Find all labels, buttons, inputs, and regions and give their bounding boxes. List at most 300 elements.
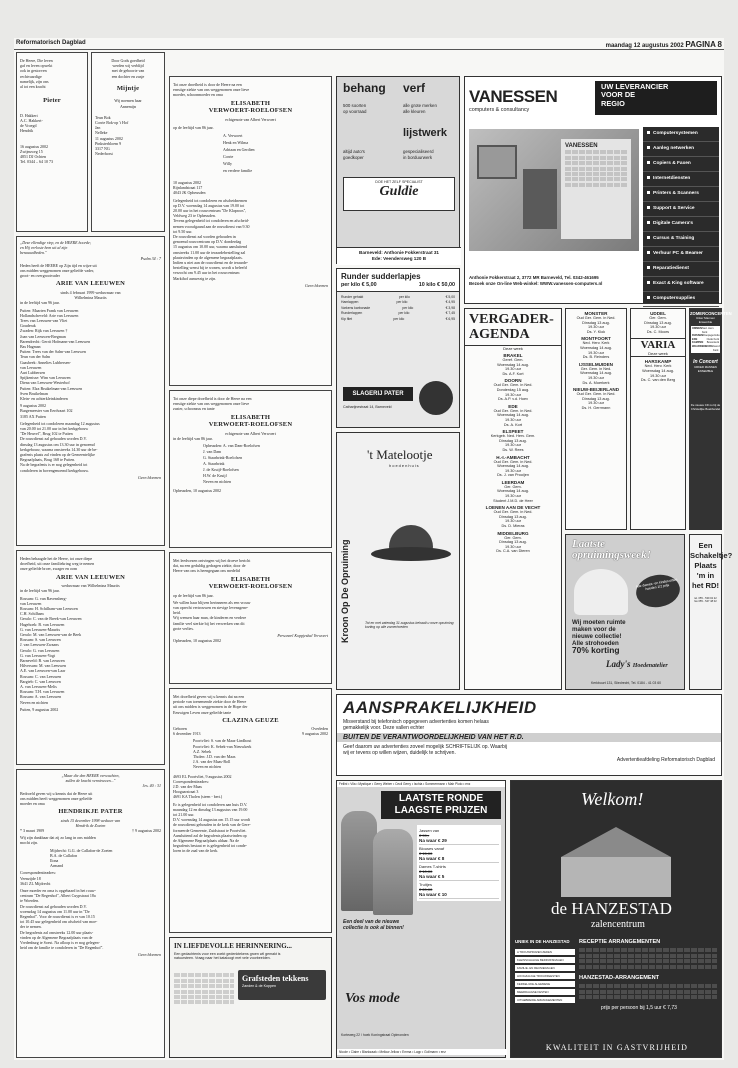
deceased-name: CLAZINA GEUZE [222, 716, 279, 724]
family-line: J. van Leeuwen-Zwaans [20, 642, 59, 648]
cd-title: In Concert [693, 359, 718, 366]
vanessen-menu-item[interactable] [643, 277, 719, 292]
sudder-cell: € 7,45 [445, 311, 455, 316]
agenda-place: LEERDAM [501, 479, 525, 485]
slagerij-ad [336, 268, 460, 428]
body-line: grafenis plaats zal vinden op de Gemeentelijke [20, 452, 95, 458]
address: 4693 EL Poortvliet, 9 augustus 2002 Correspondentieadres: J.D. van der Maas Hoogaarstraat 3 4691 KA Tholen (steen - bert.) [173, 773, 232, 800]
ladys-addr: Kerkbuurt 131, Sliedrecht, Tel. 0184 - 41 03 60 [590, 681, 662, 685]
agenda-detail: 19.30 uur [504, 494, 522, 499]
agenda-item [465, 404, 561, 427]
footer: Opheusden, 10 augustus 2002 [173, 488, 221, 494]
family-line: Zwaden: Rijk van Leeuwen † [20, 328, 68, 334]
c2c-title: VANESSEN [565, 143, 598, 149]
family-line: Barendrecht: Gerrit Hofmann-van Leeuwen [20, 338, 91, 344]
agenda-detail: Ds. A. Kort [503, 422, 523, 427]
schakeltje-ad [689, 534, 733, 690]
grafsteden-logo [238, 970, 326, 1000]
agenda-list-2 [566, 311, 626, 411]
hat-photo [574, 569, 628, 615]
death-notice-clazina [169, 688, 332, 933]
bullet-icon [647, 266, 650, 269]
hanze-footer: KWALITEIT IN GASTVRIJHEID [545, 1043, 689, 1052]
varia-title: VARIA [640, 339, 676, 352]
vanessen-photo [469, 129, 639, 251]
agenda-detail: Ds. Y. Klok [586, 329, 606, 334]
vosmode-ad [336, 780, 506, 1058]
bullet-icon [647, 176, 650, 179]
body [173, 198, 328, 281]
agenda-detail: Oud Ger. Gem. in Ned. [576, 392, 616, 397]
schakeltje-line: het RD! [692, 581, 719, 590]
agenda-item [465, 429, 561, 452]
menu-label: Computersystemen [653, 131, 698, 136]
menu-label: Verhuur PC & Beamer [653, 251, 703, 256]
family-line: Rossum: C. van Leeuwen [20, 673, 62, 679]
sudder-cell: Varkens karbonade [341, 305, 371, 310]
hanze-menu-item[interactable]: UITGEBREIDE ARRANGEMENTEN [515, 997, 575, 1003]
menu-label: Support & Service [653, 206, 695, 211]
zomer-title: ZOMERCONCERTEN [690, 311, 732, 316]
sudder-cell: € 3,98 [445, 305, 455, 310]
agenda-place: H.-I.-AMBACHT [496, 454, 530, 460]
agenda-col3 [630, 308, 686, 530]
body-line: "De Heuvel", Brug 102 te Putten [20, 431, 73, 437]
grafstenen-ad [169, 937, 332, 1058]
thanks: Wij zijn dankbaar dat zij zo lang in ons midden mocht zijn. [20, 835, 96, 846]
sudder-cell: Runderlappen [341, 311, 363, 316]
agenda-item [566, 387, 626, 410]
family-line: Trees van Leeuwen-van Vliet [20, 317, 68, 323]
vos-item-new: Na waar € 8 [419, 856, 445, 861]
agenda-detail: Oud Ger. Gem. in Ned. [493, 383, 533, 388]
body-line: De begrafenis zal omstreeks 12.00 uur plaats- [20, 929, 94, 935]
body-line: vinden op de Algemene Begraafplaats van de [20, 934, 93, 940]
vos-item-name: Blouses vanaf [419, 846, 445, 851]
agenda-detail: 19.30 uur [649, 373, 667, 378]
agenda-place: IJSSELMUIDEN [579, 361, 613, 367]
intro: Heden heeft de HEERE op Zijn tijd en wijze uit ons midden weggenomen onze geliefde vader, groot- en overgrootvader [20, 262, 97, 279]
zomer-rows [691, 326, 720, 353]
agenda-detail: 19.30 uur [587, 401, 605, 406]
signature: Personeel Koppjeshal Verwoert [277, 633, 328, 639]
body [20, 888, 161, 950]
hat-image [371, 525, 451, 565]
zomer-row [692, 345, 719, 352]
vanessen-menu-item[interactable] [643, 247, 719, 262]
ad-lines: Een gedachtenis voor een zoekt gedenktekens groen wil gemakt is natuursteen. Vraag naar het kataloogt met vele voorbeelden. [174, 952, 281, 961]
agenda-detail: Woensdag 14 aug. [497, 464, 529, 469]
agenda-detail: Ger. Gem. [504, 484, 522, 489]
agenda-detail: 19.30 uur [504, 443, 522, 448]
family: Opheusden: A. van Dam-Roelofsen J. van Dam G. Staarbrink-Roelofsen A. Staarbrink J. de Kruijf-Roelofsen H.W. de Kruijf Neven en nichten [203, 443, 260, 485]
body-line: Gelegenheid tot condoleren maandag 12 augustus [20, 420, 100, 426]
bullet-icon [647, 296, 650, 299]
agenda-detail: Woensdag 14 aug. [497, 413, 529, 418]
vos-item-old: € 99,- [419, 833, 430, 838]
body-line: maandag 12 en dinsdag 13 augustus van 19.00 [173, 806, 248, 812]
vos-item-new: Na waar € 5 [419, 874, 445, 879]
vanessen-menu-item[interactable] [643, 202, 719, 217]
vos-price-list [417, 825, 501, 901]
agenda-detail: Dinsdag 13 aug. [499, 540, 527, 545]
body-line: De rouwdienst zal gehouden worden D.V. [20, 903, 87, 909]
agenda-detail: Ds. W. Rees [502, 447, 524, 452]
family [20, 308, 161, 402]
death-notice-elisabeth-1 [169, 76, 332, 386]
vos-item-new: Na waar € 10 [419, 892, 447, 897]
body-line: Aansluitend zal de begrafenis plaatsvinden op [173, 832, 247, 838]
family-line: Geralo: C. van de Breek-van Leeuwen [20, 616, 82, 622]
body-line: de rouwdienst gehouden in de kerk van de Gere- [173, 822, 251, 828]
slagerij-logo: SLAGERIJ PATER [343, 387, 413, 401]
menu-label: Printers & Scanners [653, 191, 699, 196]
body-line: genoemd rouwcentrum op D.V. donderdag [173, 239, 242, 245]
sudder-list [337, 292, 459, 325]
model-photo-2 [373, 829, 413, 915]
logo-sub: computers & consultancy [469, 107, 530, 113]
family-line: Aart Lubbersen [20, 369, 45, 375]
verf-items-2: gespecialiseerd in borduurwerk [403, 149, 434, 160]
vos-item-name: Jassen van [419, 828, 440, 833]
menu-label: Computersupplies [653, 296, 696, 301]
agenda-detail: Geref. Gem. [502, 358, 524, 362]
family-line: Spijkenisse: Wim van Leeuwen [20, 375, 71, 381]
death-notice-elisabeth-2 [169, 390, 332, 548]
agenda-detail: 19.30 uur [587, 350, 605, 355]
logo-sub: Zanden & de Koppen [242, 984, 276, 988]
name-note: Wij noemen haar Annemijn [114, 98, 142, 109]
hanze-price: prijs per persoon bij 1,5 uur € 7,73 [601, 1005, 677, 1011]
agenda-detail: Ds. A.P. v.d. Hoev [497, 397, 529, 402]
vos-item-old: € 15,00 [419, 851, 433, 856]
address: 16 augustus 2002 Zwijnsweg 15 4851 DJ Ochten Tel. 0344 – 64 10 73 [20, 143, 54, 165]
sudder-title: Runder sudderlapjes [337, 269, 459, 282]
newspaper-page [14, 38, 733, 1060]
agenda-detail: 19.30 uur [649, 325, 667, 330]
hanze-menu-item[interactable]: KERKELIJKE ALGEMENE [515, 981, 575, 987]
body-line: van 20.00 tot 21.00 uur in het kerkgebouw [20, 426, 89, 431]
body-line: bestelling wenst bij te wonen, wordt u beleefd [173, 265, 247, 271]
schakeltje-line: 'm in [696, 571, 715, 580]
body-line: Onze moeder en oma is opgebaard in het rouw- [20, 887, 96, 893]
family-line: Gouderak [20, 323, 36, 329]
agenda-detail: Donderdag 15 aug. [496, 387, 530, 392]
agenda-list-3 [631, 311, 685, 334]
matelootje-sub: hoedenhuis [389, 463, 420, 468]
vanessen-ad [464, 76, 722, 304]
agenda-place: UDDEL [650, 311, 666, 316]
agenda-detail: 19.30 uur [504, 544, 522, 549]
body-line: Indien u niet aan de rouwdienst en de teraarde- [173, 260, 249, 266]
body-line: De rouwdienst zal gehouden worden D.V. [20, 436, 87, 442]
bullet-icon [647, 221, 650, 224]
body-line: der te nemen. [20, 924, 42, 930]
signature: Geen bloemen [138, 952, 161, 958]
body-line: Vredenburg te Soest. Na afloop is er nog gelegen- [20, 939, 100, 945]
body-line: begrafenis bestaat er is gelegenheid tot conde- [173, 843, 247, 849]
age: op de leeftijd van 86 jaar. [173, 124, 214, 130]
body-line: D.V. woensdag 14 augustus om 15.15 uur wordt [173, 817, 251, 823]
bible-verse: „Maar die den HEERE verwachten, zullen de kracht vernieuwen..." Jes. 40 : 31 [61, 773, 161, 789]
death-notice-arie-1 [16, 236, 165, 546]
family: Poortvliet: S. van de Maas-Lindhout Poortvliet: K. Sebek-van Nieuwkerk A.Z. Sebek Tholen: J.D. van der Maas J.A. van der Maas-Boll Neven en nichten [193, 738, 252, 770]
family-line: Hollandscheveld: Arie van Leeuwen [20, 312, 79, 318]
zomer-venue: Ned. Herv. Kerk [701, 327, 715, 334]
logo-name: VANESSEN [469, 87, 558, 106]
agenda-detail: Ned. Herv. Kerk [644, 364, 672, 369]
vanessen-menu-item[interactable] [643, 187, 719, 202]
family-line: Rossum: T.H. van Leeuwen [20, 689, 65, 695]
body-line: Gelegenheid tot condoleren en afscheidnemen [173, 197, 247, 203]
death-notice-hendrikje [16, 769, 165, 1058]
bible-verse: „Deze ellendige riep, en de HEERE hoorde; en Hij verloste hem uit al zijn benauwdheden." Psalm 34 : 7 [20, 240, 161, 261]
agenda-list [465, 353, 561, 554]
verf-items: alle grote merken alle kleuren [403, 103, 437, 114]
vanessen-menu-item[interactable] [643, 157, 719, 172]
hanze-menu-item[interactable]: HOOGZALIGE TROUWFEESTEN [515, 973, 575, 979]
family-line: Barneveld: B. van Leeuwen [20, 657, 65, 663]
agenda-place: NIEUW-BEIJERLAND [572, 387, 620, 393]
schakeltje-text [690, 535, 733, 591]
behang-items: 500 soorten op voorraad [343, 103, 367, 114]
agenda-item [465, 378, 561, 401]
bullet-icon [647, 206, 650, 209]
family-line: A. van Leeuwen-Melis [20, 683, 57, 689]
notice-lines: Door Gods goedheid werden wij verblijd met de geboorte van een dochter en zusje [111, 58, 145, 79]
sudder-cell: € 4,95 [445, 300, 455, 305]
hanze-menu-item[interactable]: A TROUWPRIJZEN ZEDEN [515, 949, 575, 955]
deceased-name: ARIE VAN LEEUWEN [55, 573, 126, 581]
sudder-cell: per kilo [396, 300, 408, 305]
page-date-number [606, 40, 722, 49]
agenda-sub: Deze week [503, 346, 523, 351]
address: 9 augustus 2002 Burgemeester van Eerdvaart 102 3185 AX Putten [20, 403, 73, 419]
varia-sub: Deze week [648, 351, 668, 357]
body-line: Er is gelegenheid tot condoleren aan huis D.V. [173, 801, 248, 807]
menu-label: Copiers & Faxen [653, 161, 691, 166]
agenda-detail: Woensdag 14 aug. [497, 489, 529, 494]
since: sinds 15 december 1998 weduwe van Hendrik de Zoeten [60, 817, 121, 828]
menu-label: Internetdiensten [653, 176, 691, 181]
vos-note: Een deel van de nieuwe collectie is ook al binnen! [343, 919, 404, 931]
hanze-text-1 [579, 947, 717, 970]
family-line: Neven en nichten [20, 699, 48, 705]
intro: Met droefheid geven wij u kennis dat na een periode van toenemende ziekte door de Heere uit ons midden is weggenomen in de Hope der Eeuwigen Leven onze geliefde tante [173, 694, 248, 715]
bullet-icon [647, 131, 650, 134]
family-line: Bas Hagman [20, 343, 41, 349]
hanze-building [541, 827, 691, 897]
agenda-detail: Student J.M.D. de Heer [493, 498, 533, 503]
deceased-name: ELISABETH VERWOERT-ROELOFSEN [208, 99, 293, 115]
body-line: Begraafplaats, Brug 168 te Putten. [20, 457, 76, 463]
body [20, 421, 161, 473]
family-line: Joan van Leeuwen-Bregman [20, 333, 66, 339]
menu-label: Aanleg netwerken [653, 146, 695, 151]
matelootje-title: 't Matelootje [367, 447, 433, 462]
address: Teun Bok Corrie Bok-op 't Hof Jan Nelleke 11 augustus 2002 Pinksterbloem 9 3317 NG Nederhorst [95, 114, 129, 157]
agenda-place: MIDDELBURG [497, 530, 529, 536]
hanze-menu-item[interactable]: MEERDAAGSE FESTEN [515, 989, 575, 995]
death-notice-elisabeth-3 [169, 552, 332, 684]
schakeltje-fax: fax 055 - 547 48 02 [694, 600, 717, 603]
page-number: 8 [717, 40, 722, 49]
child-name: Pieter [43, 97, 61, 105]
agenda-detail: Woensdag 14 aug. [497, 362, 529, 367]
schakeltje-tel: tel. 055 - 539 02 22 [694, 597, 717, 600]
agenda-detail: Ds. A. Moerkerk [582, 380, 610, 385]
dates: Geboren Overleden [173, 726, 328, 732]
agenda-detail: Dinsdag 13 aug. [499, 438, 527, 443]
sudder-prices: per kilo € 5,00 10 kilo € 50,00 [337, 282, 459, 292]
hanze-text-2 [579, 983, 717, 1001]
menu-label: Digitale Camera's [653, 221, 694, 226]
body-line: Markthof aanwezig te zijn. [173, 275, 217, 281]
agenda-detail: Ned. Herv. Kerk [582, 341, 610, 346]
agenda-detail: Ds. C. Moors [646, 329, 670, 334]
deceased-name: ELISABETH VERWOERT-ROELOFSEN [208, 575, 293, 591]
vertical-title: Kroon Op De Opruiming [340, 539, 350, 643]
body-line: 15 augustus om 10.00 uur, waarna aansluitend [173, 244, 248, 250]
ladys-title: Laatste opruimingsweek! [572, 538, 651, 561]
agenda-detail: Ds. C. van den Berg [640, 378, 676, 383]
slogan: DOE HET ZELF SPECIALIST [375, 180, 423, 184]
agenda-detail: 19.30 uur [504, 519, 522, 524]
footer: Putten, 9 augustus 2002 [20, 706, 59, 712]
intro: Met leedwezen ontvingen wij het droeve bericht dat, na een geduldig gedragen ziekte, door de Heere van ons is heengegaan ons medelid [173, 558, 251, 574]
zomerconcerten-ad [689, 308, 732, 530]
body-line: dinsdag 13 augustus om 13.30 uur in genoemd [20, 441, 95, 447]
intro: Tot onze diepe droefheid is door de Heere na een ernstige ziekte van ons weggenomen onze lieve zuster, schoonzus en tante [173, 396, 252, 412]
vos-item [419, 881, 499, 899]
family: A. Verwoert Henk en Wilma Adriaan en Gerdien Corrie Willy en verdere familie [223, 133, 255, 174]
sudder-cell: per kilo [398, 295, 410, 299]
family-line: Rossum: S. van Leeuwen [20, 637, 61, 643]
vanessen-menu [643, 127, 719, 303]
family-line: G. van Leeuwen-Maurits [20, 626, 61, 632]
body-line: woensdag 14 augustus om 11.00 uur in "De [20, 908, 90, 914]
vos-topbar: Fellini • Vila • Mystique • Gerry Weber • Cecil Gerry • Ischia • Sommermann • Mair Pluto • enz [337, 781, 505, 787]
aansprak-title: AANSPRAKELIJKHEID [343, 698, 537, 717]
paper-name: Reformatorisch Dagblad [16, 40, 86, 46]
bullet-icon [647, 161, 650, 164]
agenda-item [465, 353, 561, 376]
hanze-menu-item[interactable]: KLEINSCHALIGE BEDRIJFSDAGEN [515, 957, 575, 963]
vos-item-old: € 10,00 [419, 869, 433, 874]
page-date: maandag 12 augustus 2002 [605, 43, 684, 49]
body-line: Tevens gelegenheid tot condoleren en afscheid- [173, 218, 250, 224]
deceased-name: ELISABETH VERWOERT-ROELOFSEN [208, 413, 293, 429]
agenda-detail: 19.30 uur [504, 392, 522, 397]
bullet-icon [647, 281, 650, 284]
family [20, 596, 161, 705]
family-line: Gaasbeek: Annelies Lubbersen- [20, 359, 71, 365]
vos-item [419, 863, 499, 881]
agenda-detail: Woensdag 14 aug. [580, 371, 612, 376]
agenda-item [465, 531, 561, 554]
agenda-place: BRAKEL [503, 353, 523, 358]
child-name: Mijntje [116, 84, 140, 92]
zomer-place: OMMEN [692, 327, 702, 330]
body-line: loren in de zaal van de kerk. [173, 848, 219, 854]
aansprak-band: BUITEN DE VERANTWOORDELIJKHEID VAN HET R.D. [337, 733, 721, 742]
behang-addresses: Barneveld: Anthonie Fokkerstraat 31 Ede: Veendersweg 120 B [337, 247, 461, 265]
vanessen-menu-item[interactable] [643, 127, 719, 142]
aansprak-sub: Misverstand bij telefonisch opgegeven advertenties komen helaas gemakkelijk voor. Deze vallen echter [343, 719, 489, 731]
family-line: Sven Bruikelman [20, 390, 48, 396]
body-line: De rouwdienst zal worden gehouden in [173, 234, 236, 240]
schakeltje-line: Een [698, 541, 713, 550]
agenda-detail: Oud Ger. Gem. in Ned. [576, 316, 616, 320]
intro: Tot onze droefheid is door de Heere na een ernstige ziekte van ons weggenomen onze lieve moeder, schoonmoeder en oma [173, 82, 250, 98]
cd-sub: URKER MANNEN ENSEMBLE [694, 365, 717, 374]
vanessen-menu-item[interactable] [643, 217, 719, 232]
parents: D. Hakkert A.C. Hakkert- de Vroegd Hendrik [20, 112, 43, 134]
vanessen-menu-item[interactable] [643, 262, 719, 277]
hanze-menu-item[interactable]: FAMILIE- EN REUNIEDAGEN [515, 965, 575, 971]
intro: Bedroefd geven wij u kennis dat de Heere uit ons midden heeft weggenomen onze geliefde moeder en oma [20, 790, 93, 807]
vanessen-footer: Anthonie Fokkerstraat 2, 3772 MR Barneveld, Tel. 0342-461695 Bezoek onze On-line Web-winkel: WWW.vanessen-computers.nl [469, 275, 603, 286]
birth-notice-mijntje [91, 52, 165, 232]
logo-name: Guldie [379, 184, 419, 199]
vanessen-menu-item[interactable] [643, 142, 719, 157]
cd-note: De nieuwe CD nu bij de Christelijke Boekhandel [690, 403, 721, 412]
agenda-detail: 19.30 uur [504, 367, 522, 372]
behang-verf-ad [336, 76, 460, 264]
family-line: Hilversum: M. van Leeuwen [20, 663, 66, 669]
agenda-detail: Oud Ger. Gem. in Ned. [493, 459, 533, 464]
hanze-recepties: RECEPTIE ARRANGEMENTEN [579, 939, 661, 945]
model-photo-1 [341, 811, 377, 911]
body [173, 802, 328, 854]
agenda-detail: Ger. Gem. in Ned. [580, 366, 612, 371]
agenda-detail: Ds. C.A. van Dieren [496, 549, 530, 554]
vos-item-name: Dames T-shirts [419, 864, 446, 869]
page-label: PAGINA [685, 40, 716, 49]
family-line: Rossum: G. van Ravensberg- [20, 595, 67, 601]
body-line: kerkgebouw, waarna omstreeks 14.30 uur de be- [20, 446, 98, 452]
address: 10 augustus 2002 Rijnlandstraat 117 4043 JK Opheusden [173, 180, 206, 196]
zomer-place: WAARDENBURG [692, 344, 714, 348]
body: We willen haar blijven herinneren als een vrouw van oprecht vertrouwen en stevige levensgene- heid. Wij wensen haar man, de kinderen en verdere familie veel sterkte bij het verwerken van dit grote verlies. [173, 599, 251, 631]
vanessen-menu-item[interactable] [643, 232, 719, 247]
zomer-venue: Doopsgezinde [703, 334, 720, 338]
agenda-detail: Ger. Gem. [504, 535, 522, 540]
agenda-item [566, 311, 626, 334]
ad-title: IN LIEFDEVOLLE HERINNERING... [174, 942, 292, 950]
agenda-list-4 [631, 359, 685, 382]
sudder-cell: € 5,00 [445, 295, 455, 299]
agenda-detail: Dinsdag 13 aug. [499, 514, 527, 519]
body-line: tot 21.00 uur. [173, 811, 195, 817]
dates: * 3 maart 1909 † 9 augustus 2002 [20, 828, 161, 834]
vanessen-menu-item[interactable] [643, 172, 719, 187]
slagerij-addr: Catharijnestraat 14, Barneveld [343, 405, 392, 409]
since: echtgenote van Albert Verwoert [225, 430, 276, 436]
body-line: Na de begrafenis is er nog gelegenheid tot [20, 462, 88, 468]
agenda-item [631, 359, 685, 382]
vos-item [419, 845, 499, 863]
vanessen-tagline: UW LEVERANCIER VOOR DE REGIO [595, 81, 717, 115]
vanessen-menu-item[interactable] [643, 292, 719, 307]
aansprak-body: Geef daarom uw advertenties zoveel mogelijk SCHRIFTELIJK op. Waarbij wij er tevens op willen wijzen, duidelijk te schrijven. [343, 744, 508, 756]
agenda-detail: Ds. B. Reinders [582, 355, 610, 360]
menu-label: Cursus & Training [653, 236, 695, 241]
agenda-detail: Ger. Gem. [649, 316, 667, 320]
body-line: 20.00 uur in het rouwcentrum "De Klaproos", [173, 208, 247, 214]
family-line: Putten: Trees van der Salm-van Leeuwen [20, 349, 86, 355]
bullet-icon [647, 251, 650, 254]
